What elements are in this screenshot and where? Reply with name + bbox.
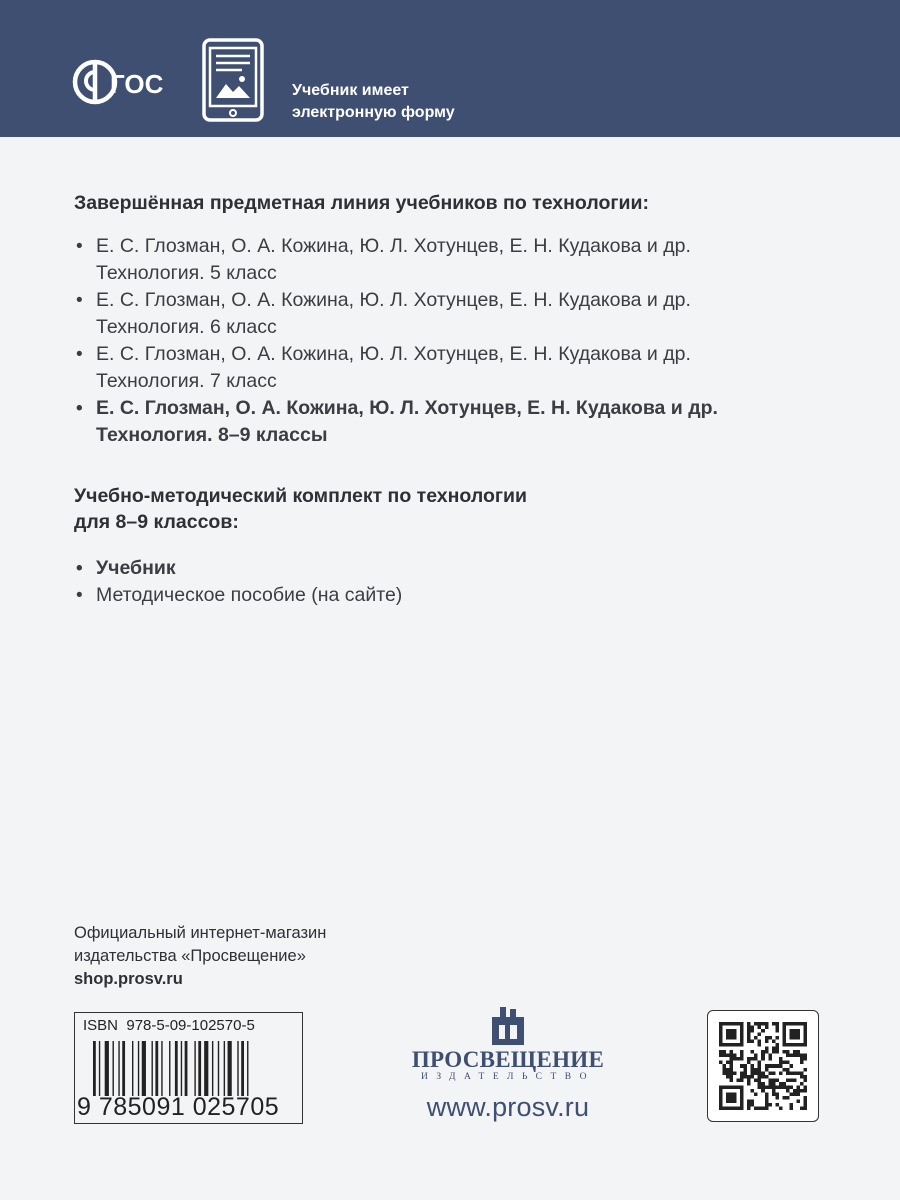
item-book: Технология. 8–9 классы [96, 424, 328, 446]
eform-line2: электронную форму [292, 104, 455, 121]
svg-text:ГОС: ГОС [110, 69, 164, 99]
barcode [93, 1041, 293, 1096]
bullet-icon: • [76, 290, 83, 311]
qr-code[interactable] [719, 1022, 807, 1110]
top-banner [0, 0, 900, 137]
isbn-label [83, 1017, 255, 1034]
item-authors: Е. С. Глозман, О. А. Кожина, Ю. Л. Хотунцев, Е. Н. Кудакова и др. [96, 289, 691, 311]
item-authors: Е. С. Глозман, О. А. Кожина, Ю. Л. Хотунцев, Е. Н. Кудакова и др. [96, 235, 691, 257]
publisher-name: ПРОСВЕЩЕНИЕ [411, 1047, 605, 1072]
item-book: Технология. 7 класс [96, 370, 277, 392]
publisher-subtitle: ИЗДАТЕЛЬСТВО [420, 1072, 596, 1082]
list-item [74, 582, 854, 609]
list-item-current [74, 395, 854, 449]
shop-line1: Официальный интернет-магазин [74, 924, 327, 942]
electronic-form-note [292, 80, 455, 124]
bullet-icon: • [76, 236, 83, 257]
item-authors: Е. С. Глозман, О. А. Кожина, Ю. Л. Хотунцев, Е. Н. Кудакова и др. [96, 397, 718, 419]
isbn-barcode-box [74, 1012, 303, 1124]
publisher-block [408, 1005, 608, 1123]
isbn-prefix: ISBN [83, 1017, 119, 1034]
shop-info [74, 922, 326, 991]
shop-link[interactable]: shop.prosv.ru [74, 970, 183, 988]
bullet-icon: • [76, 585, 83, 606]
bullet-icon: • [76, 344, 83, 365]
tablet-icon [202, 38, 264, 122]
item-book: Технология. 5 класс [96, 262, 277, 284]
kit-title-line2: для 8–9 классов: [74, 511, 239, 533]
series-title: Завершённая предметная линия учебников по технологии: [74, 192, 649, 214]
fgos-logo [70, 56, 170, 108]
list-item [74, 341, 854, 395]
main-content [74, 190, 854, 609]
shop-line2: издательства «Просвещение» [74, 947, 306, 965]
item-book: Технология. 6 класс [96, 316, 277, 338]
list-item [74, 233, 854, 287]
barcode-digits: 9 785091 025705 [77, 1093, 280, 1121]
qr-code-frame [707, 1010, 819, 1122]
series-list [74, 233, 854, 449]
kit-title [74, 483, 854, 535]
item-authors: Е. С. Глозман, О. А. Кожина, Ю. Л. Хотунцев, Е. Н. Кудакова и др. [96, 343, 691, 365]
list-item [74, 555, 854, 582]
publisher-logo-icon [490, 1005, 526, 1045]
kit-item-label: Методическое пособие (на сайте) [96, 584, 403, 606]
list-item [74, 287, 854, 341]
bullet-icon: • [76, 398, 83, 419]
eform-line1: Учебник имеет [292, 82, 409, 99]
publisher-url[interactable]: www.prosv.ru [426, 1092, 590, 1122]
isbn-number: 978-5-09-102570-5 [126, 1017, 255, 1034]
kit-title-line1: Учебно-методический комплект по технологии [74, 485, 527, 507]
kit-item-label: Учебник [96, 557, 176, 579]
kit-list [74, 555, 854, 609]
bullet-icon: • [76, 558, 83, 579]
